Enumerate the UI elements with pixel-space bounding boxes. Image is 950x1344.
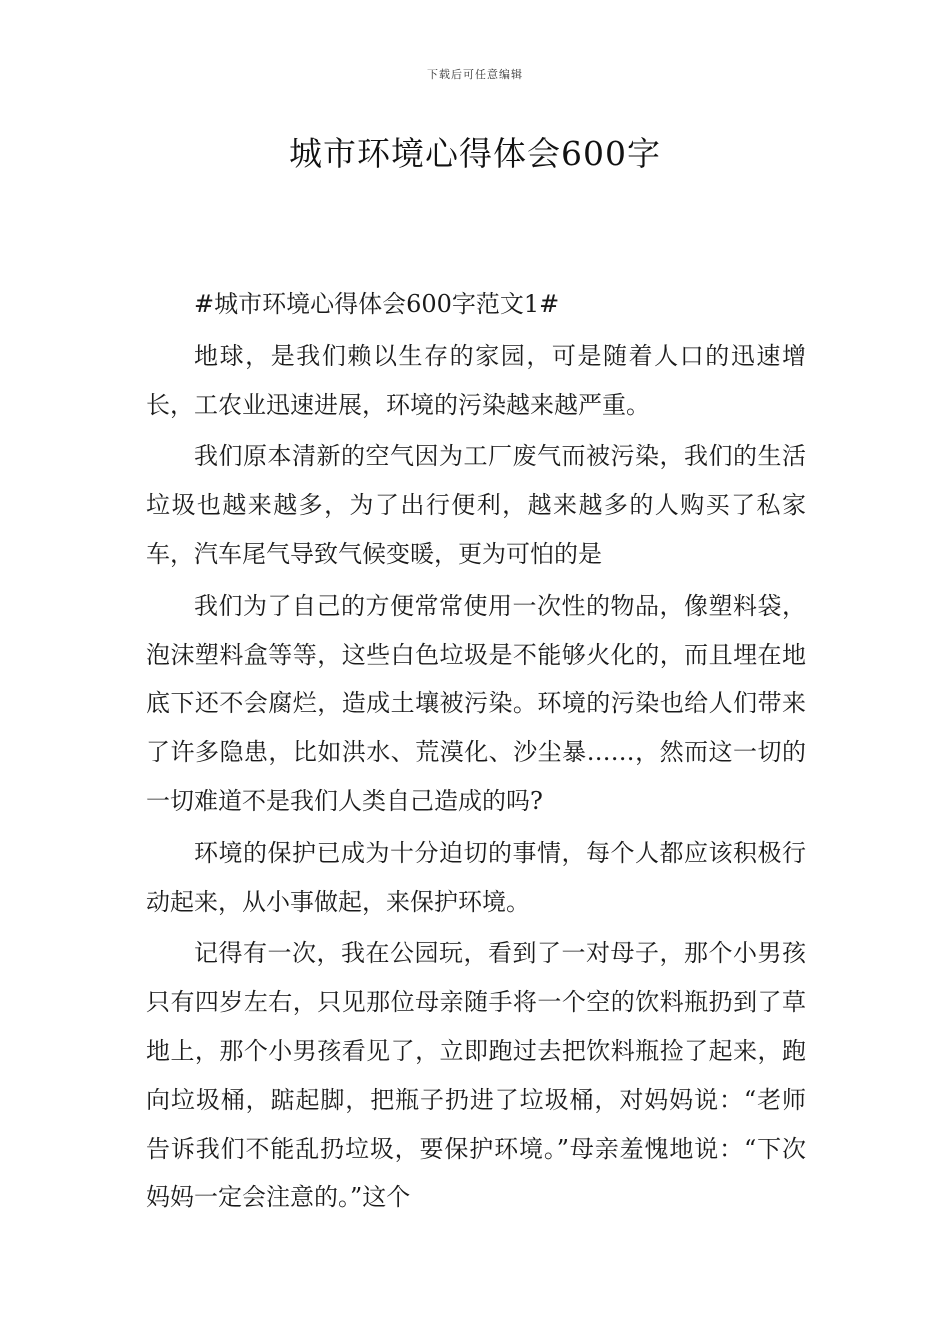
paragraph-4: 环境的保护已成为十分迫切的事情，每个人都应该积极行动起来，从小事做起，来保护环境。	[146, 838, 806, 916]
paragraph-3: 我们为了自己的方便常常使用一次性的物品，像塑料袋，泡沫塑料盒等等，这些白色垃圾是不能够火化的，而且埋在地底下还不会腐烂，造成土壤被污染。环境的污染也给人们带来了许多隐患，比如洪水、荒漠化、沙尘暴……，然而这一切的一切难道不是我们人类自己造成的吗?	[146, 591, 806, 815]
section-heading: #城市环境心得体会600字范文1#	[194, 290, 560, 318]
paragraph-2: 我们原本清新的空气因为工厂废气而被污染，我们的生活垃圾也越来越多，为了出行便利，越来越多的人购买了私家车，汽车尾气导致气候变暖，更为可怕的是	[146, 442, 806, 568]
paragraph-1: 地球，是我们赖以生存的家园，可是随着人口的迅速增长，工农业迅速进展，环境的污染越来越严重。	[146, 341, 806, 419]
header-note: 下载后可任意编辑	[427, 68, 523, 81]
document-title: 城市环境心得体会600字	[289, 134, 661, 173]
document-body	[146, 280, 806, 1225]
paragraph-5: 记得有一次，我在公园玩，看到了一对母子，那个小男孩只有四岁左右，只见那位母亲随手将一个空的饮料瓶扔到了草地上，那个小男孩看见了，立即跑过去把饮料瓶捡了起来，跑向垃圾桶，踮起脚，把瓶子扔进了垃圾桶，对妈妈说：“老师告诉我们不能乱扔垃圾，要保护环境。”母亲羞愧地说：“下次妈妈一定会注意的。”这个	[146, 939, 806, 1212]
